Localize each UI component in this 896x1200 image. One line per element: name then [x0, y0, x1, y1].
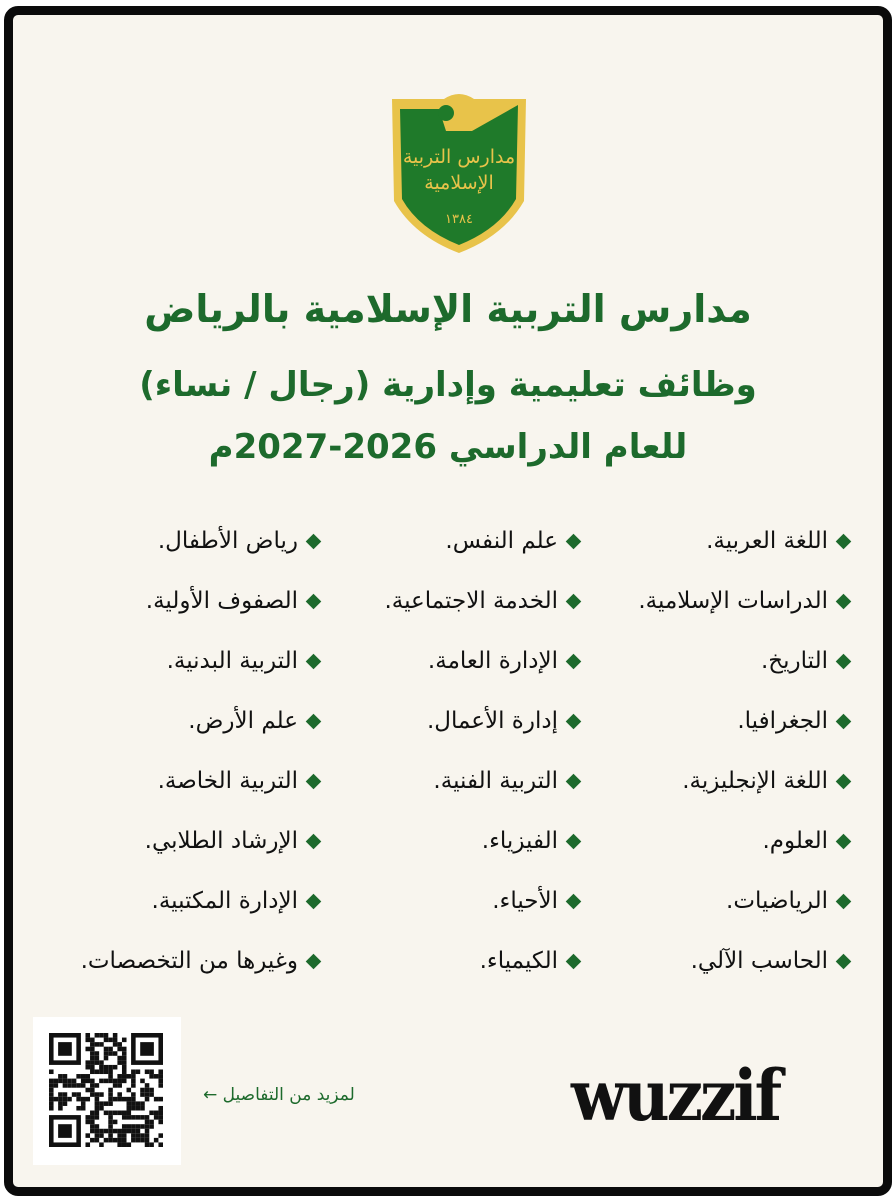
- specialty-label: الإدارة العامة.: [427, 648, 558, 674]
- diamond-bullet-icon: [836, 773, 852, 789]
- specialty-label: التربية الفنية.: [433, 768, 558, 794]
- diamond-bullet-icon: [566, 533, 582, 549]
- specialty-label: الصفوف الأولية.: [145, 588, 298, 614]
- page-title: مدارس التربية الإسلامية بالرياض: [144, 287, 752, 331]
- specialties-list: [43, 523, 853, 979]
- specialty-label: إدارة الأعمال.: [426, 708, 558, 734]
- list-item: [323, 703, 583, 739]
- specialty-label: الدراسات الإسلامية.: [638, 588, 828, 614]
- list-item: [323, 583, 583, 619]
- diamond-bullet-icon: [566, 653, 582, 669]
- list-item: [583, 763, 853, 799]
- specialty-label: الحاسب الآلي.: [690, 948, 828, 974]
- diamond-bullet-icon: [836, 593, 852, 609]
- diamond-bullet-icon: [306, 593, 322, 609]
- diamond-bullet-icon: [836, 533, 852, 549]
- diamond-bullet-icon: [836, 713, 852, 729]
- diamond-bullet-icon: [306, 773, 322, 789]
- wuzzif-logo: wuzzif: [571, 1055, 780, 1138]
- specialty-label: الرياضيات.: [726, 888, 828, 914]
- diamond-bullet-icon: [306, 953, 322, 969]
- list-item: [583, 703, 853, 739]
- diamond-bullet-icon: [836, 953, 852, 969]
- list-item: [43, 763, 323, 799]
- specialty-label: اللغة العربية.: [706, 528, 828, 554]
- diamond-bullet-icon: [566, 953, 582, 969]
- school-logo-crest: [384, 91, 534, 256]
- list-item: [323, 523, 583, 559]
- list-item: [583, 643, 853, 679]
- list-item: [43, 823, 323, 859]
- diamond-bullet-icon: [836, 653, 852, 669]
- specialty-label: التاريخ.: [760, 648, 828, 674]
- diamond-bullet-icon: [306, 893, 322, 909]
- specialty-label: الإرشاد الطلابي.: [144, 828, 298, 854]
- diamond-bullet-icon: [306, 653, 322, 669]
- list-item: [43, 643, 323, 679]
- diamond-bullet-icon: [566, 713, 582, 729]
- subtitle: وظائف تعليمية وإدارية (رجال / نساء): [139, 365, 757, 405]
- list-item: [583, 943, 853, 979]
- specialty-label: الفيزياء.: [481, 828, 558, 854]
- list-item: [323, 763, 583, 799]
- list-item: [323, 943, 583, 979]
- year-line: للعام الدراسي 2026-2027م: [208, 427, 688, 467]
- specialty-label: الإدارة المكتبية.: [151, 888, 298, 914]
- list-item: [583, 883, 853, 919]
- more-details-link[interactable]: لمزيد من التفاصيل ←: [203, 1085, 355, 1105]
- svg-text:الإسلامية: الإسلامية: [424, 172, 494, 194]
- list-item: [323, 823, 583, 859]
- list-item: [43, 583, 323, 619]
- specialty-label: الجغرافيا.: [737, 708, 828, 734]
- diamond-bullet-icon: [306, 533, 322, 549]
- list-item: [323, 643, 583, 679]
- list-item: [43, 523, 323, 559]
- diamond-bullet-icon: [566, 833, 582, 849]
- list-item: [43, 943, 323, 979]
- specialty-label: وغيرها من التخصصات.: [80, 948, 298, 974]
- diamond-bullet-icon: [306, 713, 322, 729]
- specialty-label: علم الأرض.: [188, 708, 298, 734]
- svg-text:١٣٨٤: ١٣٨٤: [445, 212, 473, 227]
- logo-text: مدارس التربية: [402, 146, 516, 168]
- list-item: [583, 523, 853, 559]
- diamond-bullet-icon: [836, 893, 852, 909]
- specialty-label: الخدمة الاجتماعية.: [384, 588, 558, 614]
- poster: [4, 6, 892, 1196]
- list-item: [43, 703, 323, 739]
- list-item: [583, 823, 853, 859]
- list-item: [583, 583, 853, 619]
- specialty-label: التربية البدنية.: [166, 648, 298, 674]
- specialty-label: الأحياء.: [492, 888, 558, 914]
- specialty-label: علم النفس.: [445, 528, 558, 554]
- specialty-label: الكيمياء.: [479, 948, 558, 974]
- diamond-bullet-icon: [566, 773, 582, 789]
- specialty-label: التربية الخاصة.: [157, 768, 298, 794]
- diamond-bullet-icon: [836, 833, 852, 849]
- list-item: [43, 883, 323, 919]
- diamond-bullet-icon: [306, 833, 322, 849]
- list-item: [323, 883, 583, 919]
- diamond-bullet-icon: [566, 893, 582, 909]
- specialty-label: العلوم.: [762, 828, 828, 854]
- specialty-label: رياض الأطفال.: [157, 528, 298, 554]
- qr-code[interactable]: [33, 1017, 181, 1165]
- diamond-bullet-icon: [566, 593, 582, 609]
- specialty-label: اللغة الإنجليزية.: [682, 768, 828, 794]
